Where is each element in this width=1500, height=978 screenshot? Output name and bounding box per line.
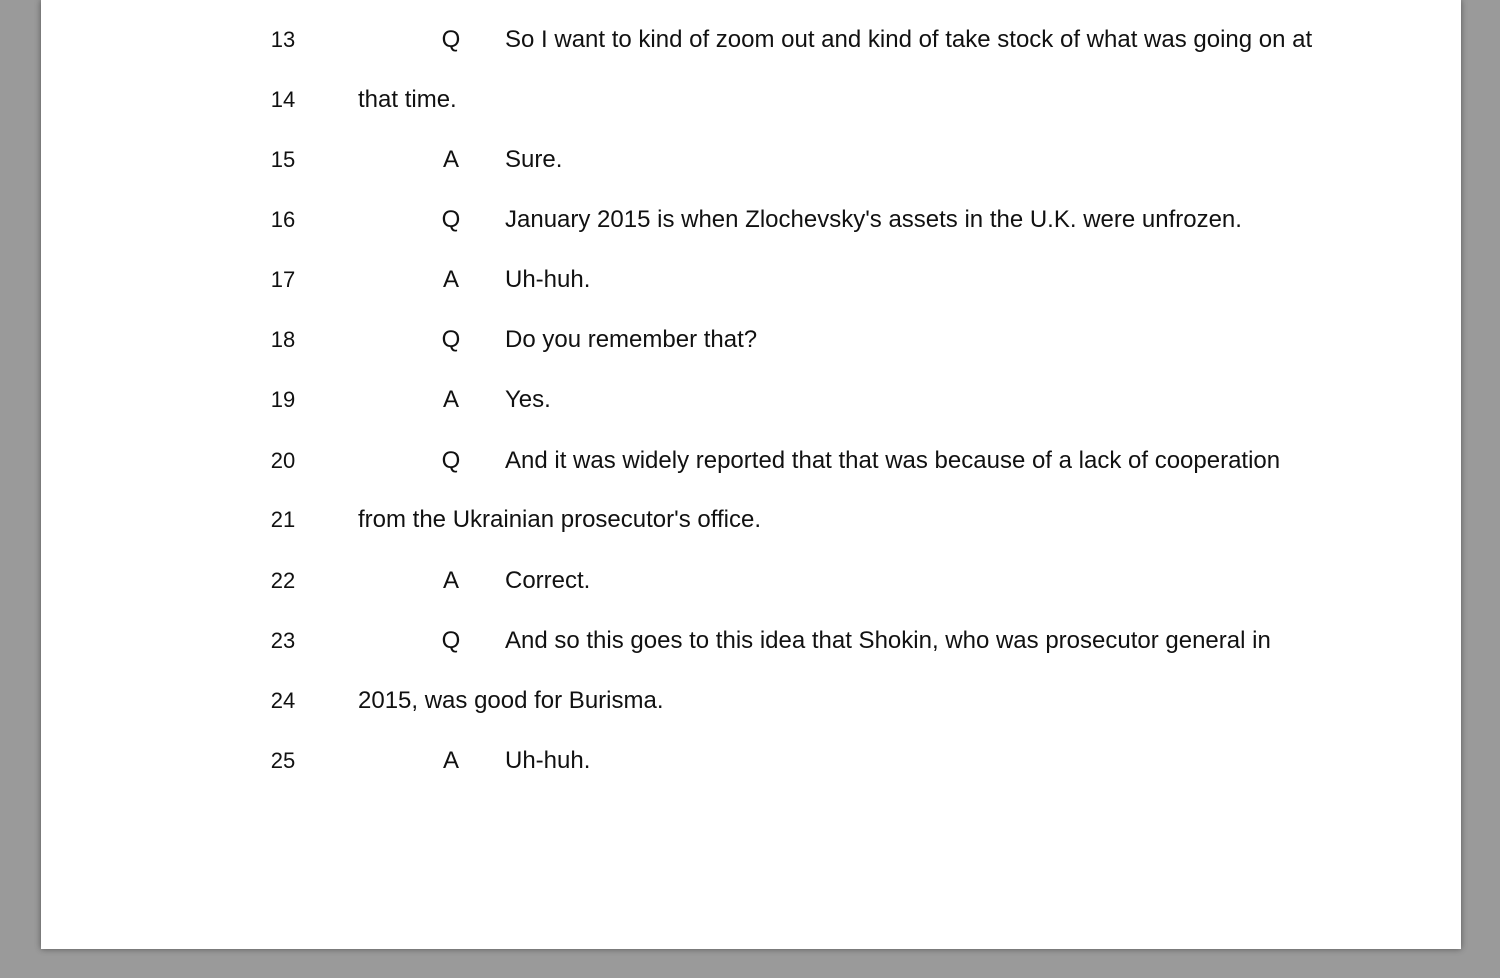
transcript-line (41, 741, 1461, 781)
line-number: 19 (270, 387, 296, 412)
transcript-line (41, 200, 1461, 240)
transcript-page (41, 0, 1461, 949)
line-number: 25 (270, 748, 296, 773)
line-text: So I want to kind of zoom out and kind of take stock of what was going on at (505, 26, 1313, 53)
speaker-label: Q (441, 447, 461, 474)
transcript-line (41, 20, 1461, 60)
line-number: 20 (270, 448, 296, 473)
transcript-line (41, 320, 1461, 360)
line-text: Yes. (505, 386, 551, 413)
line-continuation: 2015, was good for Burisma. (358, 687, 664, 714)
line-text: Uh-huh. (505, 266, 591, 293)
line-text: Uh-huh. (505, 747, 591, 774)
line-number: 17 (270, 267, 296, 292)
speaker-label: A (442, 386, 459, 413)
transcript-line (41, 500, 1461, 540)
transcript-line (41, 561, 1461, 601)
speaker-label: Q (441, 206, 461, 233)
transcript-line (41, 621, 1461, 661)
line-number: 22 (270, 568, 296, 593)
speaker-label: Q (441, 26, 461, 53)
speaker-label: Q (441, 627, 461, 654)
speaker-label: A (442, 567, 459, 594)
transcript-line (41, 80, 1461, 120)
line-text: And so this goes to this idea that Shokin, who was prosecutor general in (505, 627, 1271, 654)
line-number: 21 (270, 507, 296, 532)
line-continuation: that time. (358, 86, 457, 113)
speaker-label: A (442, 266, 459, 293)
speaker-label: A (442, 747, 459, 774)
line-number: 23 (270, 628, 296, 653)
line-number: 14 (270, 87, 296, 112)
transcript-line (41, 441, 1461, 481)
line-number: 24 (270, 688, 296, 713)
speaker-label: A (442, 146, 459, 173)
line-text: And it was widely reported that that was because of a lack of cooperation (505, 447, 1281, 474)
line-number: 13 (270, 27, 296, 52)
transcript-line (41, 260, 1461, 300)
speaker-label: Q (441, 326, 461, 353)
line-text: Do you remember that? (505, 326, 758, 353)
line-number: 18 (270, 327, 296, 352)
line-text: Correct. (505, 567, 591, 594)
line-number: 15 (270, 147, 296, 172)
transcript-line (41, 140, 1461, 180)
line-text: January 2015 is when Zlochevsky's assets in the U.K. were unfrozen. (505, 206, 1242, 233)
line-number: 16 (270, 207, 296, 232)
line-text: Sure. (505, 146, 563, 173)
line-continuation: from the Ukrainian prosecutor's office. (358, 506, 761, 533)
transcript-line (41, 681, 1461, 721)
transcript-line (41, 380, 1461, 420)
